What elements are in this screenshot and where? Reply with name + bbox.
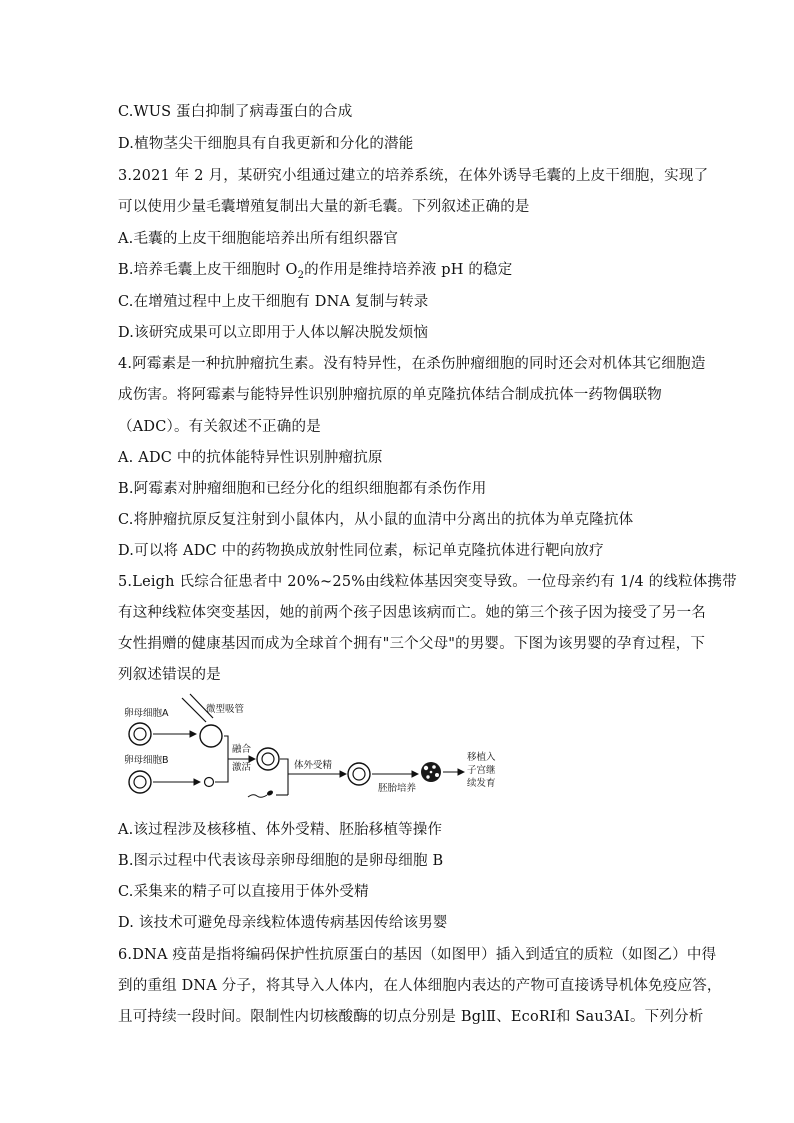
q3-option-d: D.该研究成果可以立即用于人体以解决脱发烦恼: [118, 325, 429, 341]
q5-stem-line-4: 列叙述错误的是: [118, 667, 221, 683]
q5-option-a: A.该过程涉及核移植、体外受精、胚胎移植等操作: [118, 822, 443, 838]
q4-stem-line-3: （ADC）。有关叙述不正确的是: [118, 419, 321, 435]
egg-a-outer-icon: [129, 723, 151, 745]
zygote-inner-icon: [353, 768, 365, 780]
q5-stem-line-2: 有这种线粒体突变基因，她的前两个孩子因患该病而亡。她的第三个孩子因为接受了另一名: [118, 605, 706, 621]
q4-stem-line-2: 成伤害。将阿霉素与能特异性识别肿瘤抗原的单克隆抗体结合制成抗体一药物偶联物: [118, 387, 662, 403]
label-fusion-1: 融合: [232, 744, 252, 755]
sperm-tail-icon: [248, 795, 267, 798]
q3-option-b: [118, 260, 512, 286]
q3-option-b-pre: B.培养毛囊上皮干细胞时 O: [118, 262, 298, 278]
q3-option-c: C.在增殖过程中上皮干细胞有 DNA 复制与转录: [118, 294, 429, 310]
q4-option-c: C.将肿瘤抗原反复注射到小鼠体内，从小鼠的血清中分离出的抗体为单克隆抗体: [118, 512, 634, 528]
label-pipette: 微型吸管: [206, 704, 245, 715]
reconstructed-egg-outer-icon: [257, 748, 279, 770]
q3-option-b-post: 的作用是维持培养液 pH 的稳定: [304, 262, 513, 278]
q5-option-b: B.图示过程中代表该母亲卵母细胞的是卵母细胞 B: [118, 853, 444, 869]
q4-stem-line-1: 4.阿霉素是一种抗肿瘤抗生素。没有特异性，在杀伤肿瘤细胞的同时还会对机体其它细胞造: [118, 356, 706, 372]
label-ivf: 体外受精: [294, 760, 333, 771]
q2-option-d: D.植物茎尖干细胞具有自我更新和分化的潜能: [118, 136, 414, 152]
label-transfer-1: 移植入: [467, 752, 496, 763]
egg-a-nucleus-icon: [134, 728, 146, 740]
label-transfer-2: 子宫继: [467, 765, 496, 776]
q2-option-c: C.WUS 蛋白抑制了病毒蛋白的合成: [118, 104, 353, 120]
q5-stem-line-1: 5.Leigh 氏综合征患者中 20%~25%由线粒体基因突变导致。一位母亲约有 1/4 的线粒体携带: [118, 574, 737, 590]
reconstructed-egg-nucleus-icon: [262, 753, 274, 765]
q4-option-b: B.阿霉素对肿瘤细胞和已经分化的组织细胞都有杀伤作用: [118, 481, 487, 497]
q6-stem-line-3: 且可持续一段时间。限制性内切核酸酶的切点分别是 BglⅡ、EcoRⅠ和 Sau3AⅠ。下列分析: [118, 1009, 704, 1025]
q6-stem-line-1: 6.DNA 疫苗是指将编码保护性抗原蛋白的基因（如图甲）插入到适宜的质粒（如图乙）中得: [118, 947, 717, 963]
zygote-outer-icon: [348, 763, 370, 785]
label-fusion-2: 激活: [232, 762, 252, 773]
q3-stem-line-2: 可以使用少量毛囊增殖复制出大量的新毛囊。下列叙述正确的是: [118, 199, 530, 215]
q5-option-d: D. 该技术可避免母亲线粒体遗传病基因传给该男婴: [118, 915, 448, 931]
q3-option-b-sub: 2: [297, 269, 305, 281]
egg-b-nucleus-icon: [134, 776, 146, 788]
label-transfer-3: 续发育: [467, 778, 496, 789]
ivf-process-diagram: [118, 690, 498, 810]
q3-stem-line-1: 3.2021 年 2 月，某研究小组通过建立的培养系统，在体外诱导毛囊的上皮干细胞，实现了: [118, 168, 709, 184]
pipette-icon-a: [182, 698, 206, 722]
line-egg-to-ivf: [280, 759, 288, 795]
egg-b-outer-icon: [129, 771, 151, 793]
q3-option-a: A.毛囊的上皮干细胞能培养出所有组织器官: [118, 231, 399, 247]
egg-a-enucleated-icon: [200, 725, 222, 747]
label-culture: 胚胎培养: [378, 783, 417, 794]
sperm-head-icon: [266, 789, 274, 796]
egg-b-nucleus-transfer-icon: [205, 778, 214, 787]
q5-stem-line-3: 女性捐赠的健康基因而成为全球首个拥有"三个父母"的男婴。下图为该男婴的孕育过程，下: [118, 636, 706, 652]
q5-option-c: C.采集来的精子可以直接用于体外受精: [118, 884, 369, 900]
label-egg-b: 卵母细胞B: [124, 755, 169, 766]
q4-option-a: A. ADC 中的抗体能特异性识别肿瘤抗原: [118, 450, 383, 466]
label-egg-a: 卵母细胞A: [124, 708, 169, 719]
bracket-fusion: [215, 736, 228, 782]
q6-stem-line-2: 到的重组 DNA 分子，将其导入人体内，在人体细胞内表达的产物可直接诱导机体免疫应答，: [118, 978, 722, 994]
embryo-icon: [421, 762, 441, 782]
q4-option-d: D.可以将 ADC 中的药物换成放射性同位素，标记单克隆抗体进行靶向放疗: [118, 543, 604, 559]
